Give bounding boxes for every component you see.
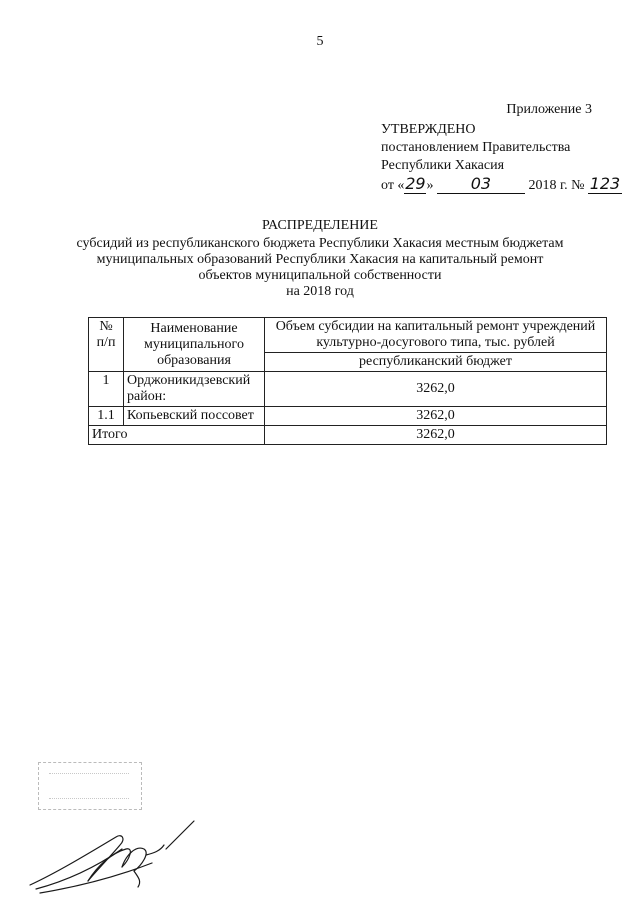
title-heading: РАСПРЕДЕЛЕНИЕ: [262, 218, 378, 233]
header-volume: Объем субсидии на капитальный ремонт учреждений культурно-досугового типа, тыс. рублей: [265, 318, 607, 353]
approved-by-line: постановлением Правительства: [381, 140, 571, 155]
row-number: 1: [89, 372, 124, 407]
title-line-3: объектов муниципальной собственности: [198, 268, 442, 283]
total-label: Итого: [89, 426, 265, 445]
title-line-4: на 2018 год: [286, 284, 354, 299]
header-number: № п/п: [89, 318, 124, 372]
date-day: 29: [405, 174, 426, 193]
title-line-2: муниципальных образований Республики Хакасия на капитальный ремонт: [96, 252, 544, 267]
document-number: 123: [589, 174, 621, 193]
title-line-1: субсидий из республиканского бюджета Республики Хакасия местным бюджетам: [76, 236, 564, 251]
row-name: Орджоникидзевский район:: [124, 372, 265, 407]
row-number: 1.1: [89, 407, 124, 426]
signature-icon: [26, 815, 216, 897]
approved-label: УТВЕРЖДЕНО: [381, 122, 476, 137]
date-year: 2018 г. №: [528, 178, 585, 193]
header-budget: республиканский бюджет: [265, 353, 607, 372]
date-quote-close: »: [426, 178, 434, 193]
approval-date-line: [381, 175, 622, 195]
table-row: [89, 407, 607, 426]
header-name: Наименование муниципального образования: [124, 318, 265, 372]
approval-block: [381, 121, 622, 195]
header-row: [89, 318, 607, 353]
row-name: Копьевский поссовет: [124, 407, 265, 426]
approved-republic-line: Республики Хакасия: [381, 158, 505, 173]
distribution-table: [88, 317, 607, 445]
row-value: 3262,0: [265, 407, 607, 426]
appendix-label: Приложение 3: [506, 102, 592, 117]
total-row: [89, 426, 607, 445]
row-value: 3262,0: [265, 372, 607, 407]
document-title: [60, 218, 580, 300]
table-row: [89, 372, 607, 407]
faint-stamp-box: [38, 762, 142, 810]
page-number: 5: [316, 34, 324, 49]
total-value: 3262,0: [265, 426, 607, 445]
date-prefix: от «: [381, 178, 405, 193]
date-month: 03: [437, 175, 525, 194]
